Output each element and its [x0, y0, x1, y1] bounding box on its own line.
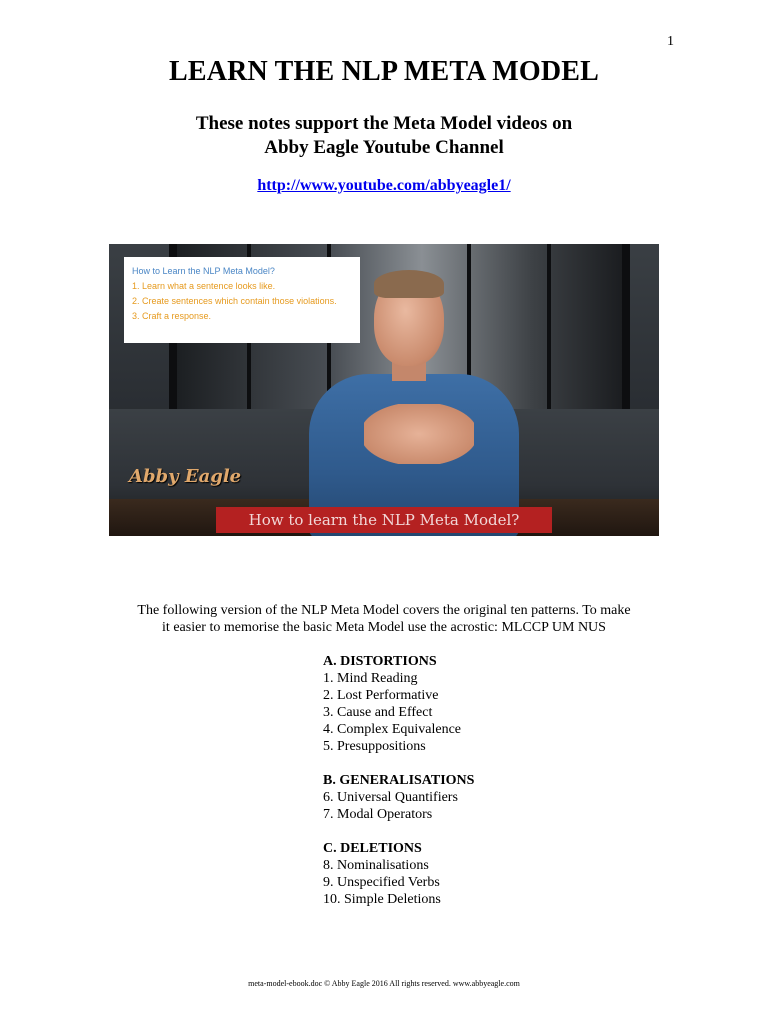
list-item: 1. Mind Reading — [323, 671, 418, 686]
section-heading: A. DISTORTIONS — [323, 654, 437, 669]
page-number: 1 — [667, 34, 674, 49]
list-item: 4. Complex Equivalence — [323, 722, 462, 737]
section-heading: B. GENERALISATIONS — [323, 773, 475, 788]
list-item: 10. Simple Deletions — [323, 892, 441, 907]
video-thumbnail[interactable] — [109, 244, 659, 536]
youtube-link-container — [0, 177, 768, 195]
subtitle-line-1: These notes support the Meta Model videos on — [195, 113, 573, 134]
presenter-hair — [374, 270, 444, 298]
subtitle-line-2: Abby Eagle Youtube Channel — [264, 137, 504, 158]
overlay-item: 3. Craft a response. — [132, 311, 212, 321]
overlay-item: 2. Create sentences which contain those violations. — [132, 296, 337, 306]
section-deletions — [323, 840, 474, 908]
meta-model-list — [323, 653, 474, 925]
section-generalisations — [323, 772, 474, 823]
list-item: 7. Modal Operators — [323, 807, 433, 822]
video-text-overlay — [124, 257, 360, 343]
overlay-item: 1. Learn what a sentence looks like. — [132, 281, 276, 291]
intro-line-1: The following version of the NLP Meta Model covers the original ten patterns. To make — [137, 603, 631, 618]
intro-paragraph — [100, 602, 668, 636]
section-heading: C. DELETIONS — [323, 841, 422, 856]
overlay-heading: How to Learn the NLP Meta Model? — [132, 266, 275, 276]
list-item: 5. Presuppositions — [323, 739, 426, 754]
page-footer: meta-model-ebook.doc © Abby Eagle 2016 All rights reserved. www.abbyeagle.com — [248, 979, 520, 988]
list-item: 6. Universal Quantifiers — [323, 790, 458, 805]
page-title: LEARN THE NLP META MODEL — [168, 56, 600, 87]
subtitle — [0, 112, 768, 160]
list-item: 3. Cause and Effect — [323, 705, 433, 720]
intro-line-2: it easier to memorise the basic Meta Model use the acrostic: MLCCP UM NUS — [162, 620, 606, 635]
section-distortions — [323, 653, 474, 755]
video-caption: How to learn the NLP Meta Model? — [216, 507, 552, 533]
youtube-link[interactable]: http://www.youtube.com/abbyeagle1/ — [257, 177, 511, 194]
brand-logo-text: Abby Eagle — [129, 466, 242, 487]
window-mullion — [547, 244, 551, 409]
presenter-hands — [364, 404, 474, 464]
list-item: 8. Nominalisations — [323, 858, 429, 873]
list-item: 9. Unspecified Verbs — [323, 875, 440, 890]
list-item: 2. Lost Performative — [323, 688, 439, 703]
